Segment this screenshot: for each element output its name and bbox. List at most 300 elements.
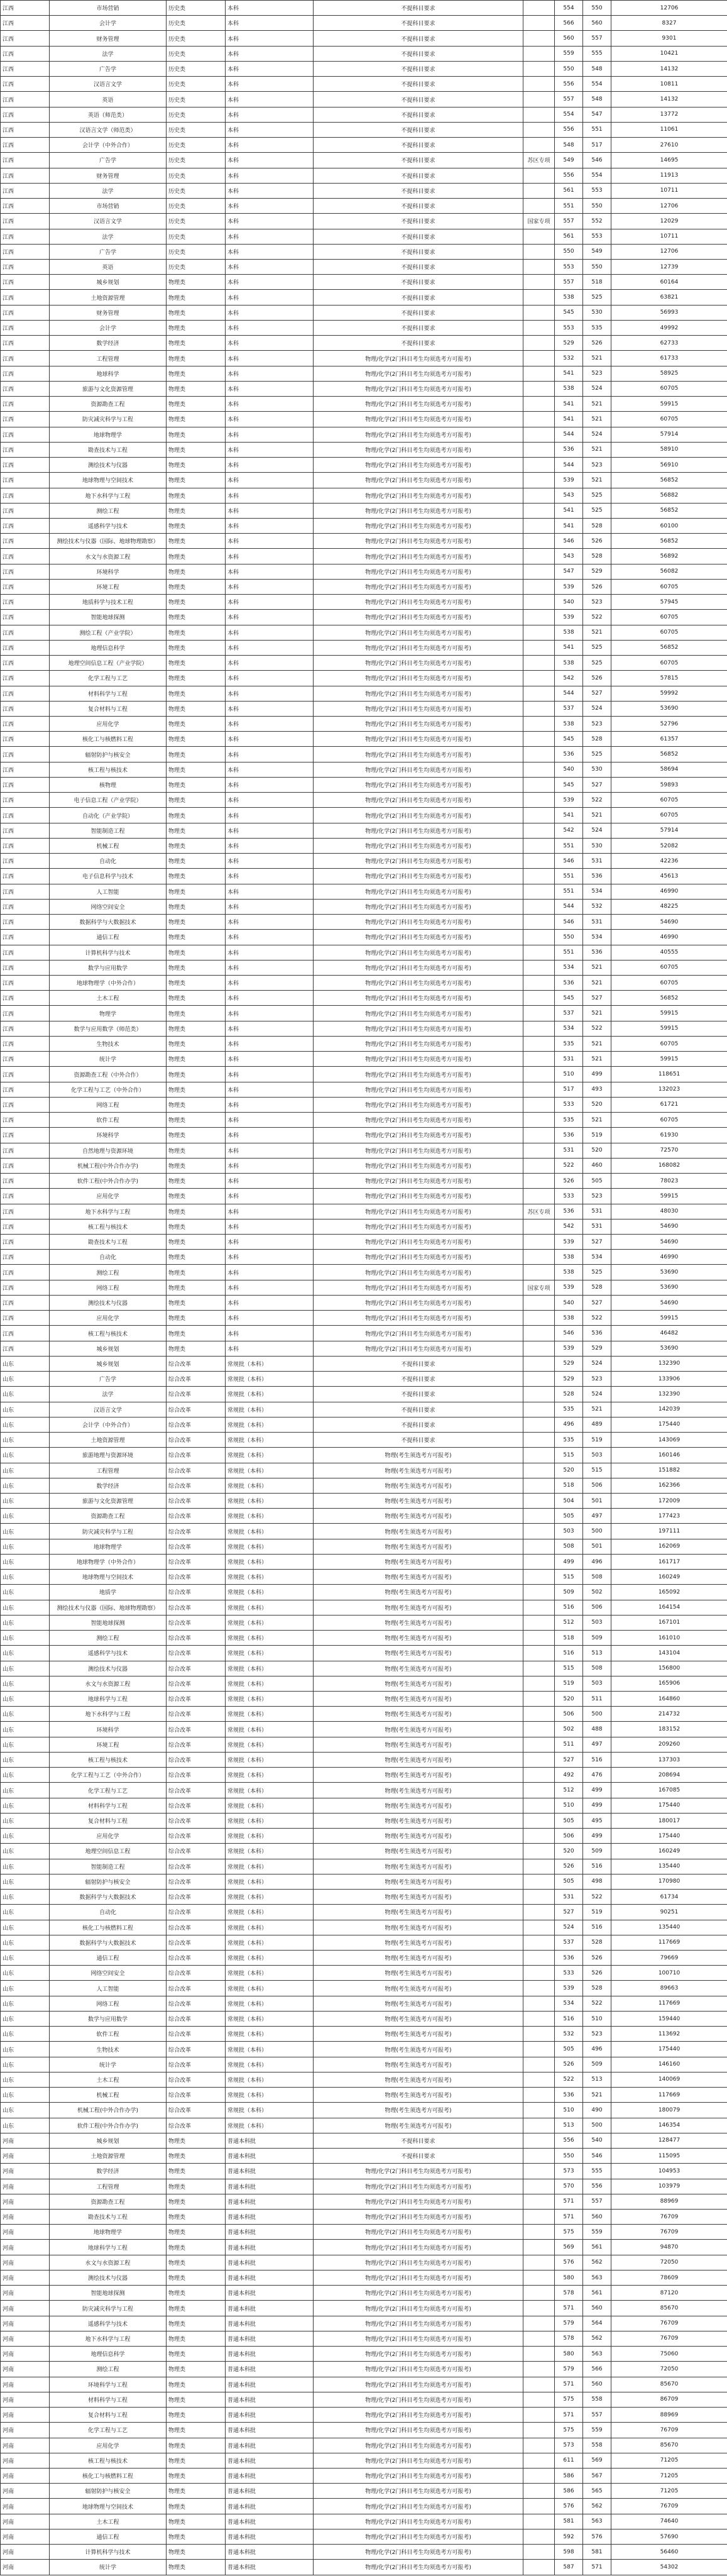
- table-row: [1, 534, 727, 549]
- province-cell: 江西: [1, 1219, 50, 1234]
- major-cell: 网络工程: [50, 1996, 167, 2011]
- subject-type-cell: 物理类: [167, 1052, 226, 1067]
- table-row: [1, 1402, 727, 1417]
- max-score-cell: 543: [555, 488, 583, 503]
- table-row: [1, 991, 727, 1006]
- subject-type-cell: 物理类: [167, 549, 226, 564]
- table-row: [1, 2072, 727, 2087]
- province-cell: 河南: [1, 2560, 50, 2575]
- subject-type-cell: 综合改革: [167, 1737, 226, 1752]
- batch-cell: 本科: [226, 747, 314, 762]
- subject-requirement-cell: 物理/化学(2门科目考生均须选考方可报考): [314, 869, 523, 884]
- major-cell: 会计学（中外合作）: [50, 138, 167, 153]
- special-plan-cell: [523, 199, 555, 214]
- min-score-cell: 548: [583, 92, 611, 107]
- max-score-cell: 545: [555, 991, 583, 1006]
- min-rank-cell: 62733: [611, 336, 727, 351]
- subject-type-cell: 物理类: [167, 1128, 226, 1143]
- min-score-cell: 525: [583, 656, 611, 671]
- subject-type-cell: 物理类: [167, 1250, 226, 1265]
- subject-requirement-cell: 物理/化学(2门科目考生均须选考方可报考): [314, 564, 523, 579]
- special-plan-cell: [523, 2103, 555, 2118]
- province-cell: 江西: [1, 473, 50, 488]
- max-score-cell: 515: [555, 1448, 583, 1463]
- province-cell: 江西: [1, 610, 50, 625]
- subject-requirement-cell: 物理/化学(2门科目考生均须选考方可报考): [314, 442, 523, 457]
- subject-type-cell: 物理类: [167, 2209, 226, 2224]
- major-cell: 防灾减灾科学与工程: [50, 412, 167, 427]
- table-row: [1, 1234, 727, 1249]
- max-score-cell: 571: [555, 2377, 583, 2392]
- province-cell: 河南: [1, 2484, 50, 2499]
- max-score-cell: 557: [555, 214, 583, 229]
- subject-type-cell: 综合改革: [167, 1996, 226, 2011]
- max-score-cell: 561: [555, 229, 583, 244]
- subject-requirement-cell: 物理/化学(2门科目考生均须选考方可报考): [314, 838, 523, 853]
- province-cell: 河南: [1, 2270, 50, 2285]
- max-score-cell: 553: [555, 259, 583, 274]
- major-cell: 通信工程: [50, 930, 167, 945]
- province-cell: 山东: [1, 2103, 50, 2118]
- subject-type-cell: 物理类: [167, 595, 226, 610]
- major-cell: 地球科学与工程: [50, 1692, 167, 1707]
- subject-requirement-cell: 物理/化学(2门科目考生均须选考方可报考): [314, 1113, 523, 1128]
- special-plan-cell: [523, 1387, 555, 1402]
- max-score-cell: 551: [555, 945, 583, 960]
- max-score-cell: 536: [555, 1128, 583, 1143]
- special-plan-cell: [523, 1158, 555, 1173]
- subject-requirement-cell: 物理/化学(2门科目考生均须选考方可报考): [314, 686, 523, 701]
- batch-cell: 本科: [226, 1234, 314, 1249]
- special-plan-cell: [523, 732, 555, 747]
- min-rank-cell: 165906: [611, 1676, 727, 1691]
- subject-requirement-cell: 物理(考生须选考方可报考): [314, 1554, 523, 1569]
- special-plan-cell: [523, 1570, 555, 1585]
- special-plan-cell: [523, 899, 555, 914]
- subject-requirement-cell: 物理/化学(2门科目考生均须选考方可报考): [314, 2377, 523, 2392]
- special-plan-cell: [523, 2270, 555, 2285]
- batch-cell: 本科: [226, 1250, 314, 1265]
- max-score-cell: 517: [555, 1082, 583, 1097]
- batch-cell: 常规批（本科）: [226, 1874, 314, 1889]
- province-cell: 河南: [1, 2347, 50, 2362]
- special-plan-cell: [523, 2209, 555, 2224]
- province-cell: 山东: [1, 2042, 50, 2057]
- min-rank-cell: 8327: [611, 16, 727, 31]
- min-score-cell: 523: [583, 458, 611, 473]
- min-rank-cell: 214732: [611, 1707, 727, 1722]
- province-cell: 山东: [1, 1844, 50, 1859]
- min-rank-cell: 59915: [611, 1021, 727, 1036]
- special-plan-cell: [523, 122, 555, 137]
- min-rank-cell: 12706: [611, 1, 727, 16]
- max-score-cell: 524: [555, 1920, 583, 1935]
- special-plan-cell: [523, 1097, 555, 1112]
- province-cell: 山东: [1, 1996, 50, 2011]
- province-cell: 河南: [1, 2408, 50, 2423]
- major-cell: 英语（师范类）: [50, 107, 167, 122]
- min-score-cell: 521: [583, 808, 611, 823]
- table-row: [1, 2027, 727, 2042]
- subject-type-cell: 历史类: [167, 259, 226, 274]
- table-row: [1, 2545, 727, 2560]
- subject-requirement-cell: 物理/化学(2门科目考生均须选考方可报考): [314, 2270, 523, 2285]
- subject-requirement-cell: 物理/化学(2门科目考生均须选考方可报考): [314, 366, 523, 381]
- special-plan-cell: [523, 427, 555, 442]
- province-cell: 江西: [1, 808, 50, 823]
- subject-requirement-cell: 物理(考生须选考方可报考): [314, 1768, 523, 1783]
- subject-type-cell: 综合改革: [167, 1539, 226, 1554]
- special-plan-cell: [523, 1722, 555, 1737]
- batch-cell: 本科: [226, 717, 314, 732]
- subject-requirement-cell: 不提科目要求: [314, 2149, 523, 2164]
- batch-cell: 本科: [226, 275, 314, 290]
- province-cell: 江西: [1, 747, 50, 762]
- min-score-cell: 516: [583, 1859, 611, 1874]
- province-cell: 江西: [1, 290, 50, 305]
- min-score-cell: 530: [583, 838, 611, 853]
- table-row: [1, 1341, 727, 1356]
- min-score-cell: 529: [583, 1341, 611, 1356]
- special-plan-cell: [523, 503, 555, 518]
- min-rank-cell: 132390: [611, 1356, 727, 1371]
- major-cell: 地球物理与空间技术: [50, 2499, 167, 2514]
- major-cell: 电子信息工程（产业学院）: [50, 793, 167, 808]
- subject-type-cell: 物理类: [167, 2149, 226, 2164]
- subject-requirement-cell: 物理/化学(2门科目考生均须选考方可报考): [314, 534, 523, 549]
- subject-requirement-cell: 物理(考生须选考方可报考): [314, 1920, 523, 1935]
- min-score-cell: 562: [583, 2255, 611, 2270]
- special-plan-cell: [523, 1859, 555, 1874]
- province-cell: 山东: [1, 1722, 50, 1737]
- min-score-cell: 500: [583, 1707, 611, 1722]
- max-score-cell: 505: [555, 1509, 583, 1524]
- max-score-cell: 512: [555, 1783, 583, 1798]
- min-score-cell: 511: [583, 1692, 611, 1707]
- province-cell: 山东: [1, 1631, 50, 1646]
- subject-requirement-cell: 物理/化学(2门科目考生均须选考方可报考): [314, 701, 523, 716]
- max-score-cell: 533: [555, 1966, 583, 1981]
- max-score-cell: 538: [555, 1265, 583, 1280]
- special-plan-cell: [523, 488, 555, 503]
- min-score-cell: 566: [583, 2362, 611, 2377]
- max-score-cell: 598: [555, 2545, 583, 2560]
- batch-cell: 本科: [226, 854, 314, 869]
- major-cell: 化学工程与工艺（中外合作）: [50, 1082, 167, 1097]
- batch-cell: 本科: [226, 168, 314, 183]
- major-cell: 测绘技术与仪器（国际、地球物理勘察）: [50, 534, 167, 549]
- max-score-cell: 536: [555, 2088, 583, 2103]
- min-rank-cell: 132390: [611, 1387, 727, 1402]
- max-score-cell: 522: [555, 2072, 583, 2087]
- table-row: [1, 717, 727, 732]
- min-score-cell: 548: [583, 61, 611, 76]
- subject-requirement-cell: 物理/化学(2门科目考生均须选考方可报考): [314, 960, 523, 975]
- table-row: [1, 1, 727, 16]
- batch-cell: 常规批（本科）: [226, 2042, 314, 2057]
- batch-cell: 本科: [226, 656, 314, 671]
- subject-requirement-cell: 物理/化学(2门科目考生均须选考方可报考): [314, 503, 523, 518]
- special-plan-cell: [523, 2484, 555, 2499]
- province-cell: 江西: [1, 275, 50, 290]
- subject-type-cell: 综合改革: [167, 1874, 226, 1889]
- table-row: [1, 2560, 727, 2575]
- subject-type-cell: 综合改革: [167, 1493, 226, 1508]
- batch-cell: 常规批（本科）: [226, 1554, 314, 1569]
- max-score-cell: 531: [555, 1890, 583, 1905]
- min-score-cell: 521: [583, 1006, 611, 1021]
- special-plan-cell: [523, 1981, 555, 1996]
- major-cell: 机械工程: [50, 2088, 167, 2103]
- special-plan-cell: [523, 2027, 555, 2042]
- batch-cell: 常规批（本科）: [226, 1996, 314, 2011]
- province-cell: 山东: [1, 1905, 50, 1920]
- province-cell: 江西: [1, 1280, 50, 1295]
- min-rank-cell: 59915: [611, 1052, 727, 1067]
- table-row: [1, 1311, 727, 1326]
- subject-requirement-cell: 物理(考生须选考方可报考): [314, 1890, 523, 1905]
- special-plan-cell: [523, 686, 555, 701]
- major-cell: 地球物理与空间技术: [50, 1570, 167, 1585]
- table-row: [1, 945, 727, 960]
- table-row: [1, 1692, 727, 1707]
- table-row: [1, 1295, 727, 1310]
- province-cell: 河南: [1, 2377, 50, 2392]
- subject-requirement-cell: 物理/化学(2门科目考生均须选考方可报考): [314, 610, 523, 625]
- min-rank-cell: 54690: [611, 915, 727, 930]
- min-rank-cell: 78023: [611, 1174, 727, 1189]
- table-row: [1, 1829, 727, 1844]
- special-plan-cell: [523, 1234, 555, 1249]
- min-rank-cell: 11913: [611, 168, 727, 183]
- batch-cell: 本科: [226, 1052, 314, 1067]
- major-cell: 数据科学与大数据技术: [50, 915, 167, 930]
- major-cell: 法学: [50, 229, 167, 244]
- max-score-cell: 611: [555, 2453, 583, 2468]
- subject-requirement-cell: 物理(考生须选考方可报考): [314, 1707, 523, 1722]
- max-score-cell: 543: [555, 549, 583, 564]
- subject-type-cell: 物理类: [167, 290, 226, 305]
- table-body: [1, 1, 727, 2575]
- province-cell: 江西: [1, 625, 50, 640]
- batch-cell: 本科: [226, 1128, 314, 1143]
- special-plan-cell: [523, 1052, 555, 1067]
- max-score-cell: 513: [555, 2118, 583, 2133]
- max-score-cell: 554: [555, 107, 583, 122]
- batch-cell: 本科: [226, 1006, 314, 1021]
- special-plan-cell: [523, 1509, 555, 1524]
- min-score-cell: 557: [583, 2408, 611, 2423]
- min-rank-cell: 146354: [611, 2118, 727, 2133]
- min-score-cell: 557: [583, 31, 611, 46]
- batch-cell: 本科: [226, 732, 314, 747]
- max-score-cell: 559: [555, 46, 583, 61]
- batch-cell: 本科: [226, 1265, 314, 1280]
- min-rank-cell: 54302: [611, 2560, 727, 2575]
- subject-requirement-cell: 物理/化学(2门科目考生均须选考方可报考): [314, 1311, 523, 1326]
- min-rank-cell: 76709: [611, 2225, 727, 2240]
- min-score-cell: 521: [583, 397, 611, 412]
- special-plan-cell: [523, 854, 555, 869]
- subject-requirement-cell: 物理/化学(2门科目考生均须选考方可报考): [314, 899, 523, 914]
- subject-requirement-cell: 不提科目要求: [314, 61, 523, 76]
- table-row: [1, 732, 727, 747]
- min-rank-cell: 143069: [611, 1433, 727, 1448]
- table-row: [1, 153, 727, 168]
- subject-type-cell: 综合改革: [167, 1448, 226, 1463]
- table-row: [1, 2118, 727, 2133]
- subject-type-cell: 综合改革: [167, 1783, 226, 1798]
- batch-cell: 常规批（本科）: [226, 1859, 314, 1874]
- table-row: [1, 2194, 727, 2209]
- min-rank-cell: 10421: [611, 46, 727, 61]
- min-score-cell: 564: [583, 2316, 611, 2331]
- min-rank-cell: 85670: [611, 2301, 727, 2316]
- special-plan-cell: [523, 2560, 555, 2575]
- batch-cell: 本科: [226, 107, 314, 122]
- table-row: [1, 488, 727, 503]
- major-cell: 法学: [50, 183, 167, 198]
- batch-cell: 常规批（本科）: [226, 1387, 314, 1402]
- province-cell: 江西: [1, 762, 50, 777]
- subject-requirement-cell: 不提科目要求: [314, 1402, 523, 1417]
- subject-requirement-cell: 物理/化学(2门科目考生均须选考方可报考): [314, 2392, 523, 2407]
- table-row: [1, 1143, 727, 1158]
- subject-type-cell: 物理类: [167, 579, 226, 594]
- province-cell: 河南: [1, 2529, 50, 2544]
- table-row: [1, 2301, 727, 2316]
- province-cell: 山东: [1, 1981, 50, 1996]
- subject-type-cell: 物理类: [167, 1006, 226, 1021]
- subject-type-cell: 综合改革: [167, 1722, 226, 1737]
- min-score-cell: 498: [583, 1874, 611, 1889]
- major-cell: 资源勘查工程: [50, 1509, 167, 1524]
- subject-type-cell: 物理类: [167, 412, 226, 427]
- major-cell: 勘查技术与工程: [50, 1234, 167, 1249]
- min-score-cell: 523: [583, 1189, 611, 1204]
- major-cell: 智能制造工程: [50, 823, 167, 838]
- min-rank-cell: 57914: [611, 427, 727, 442]
- table-row: [1, 1463, 727, 1478]
- subject-type-cell: 综合改革: [167, 1554, 226, 1569]
- max-score-cell: 529: [555, 336, 583, 351]
- min-rank-cell: 71205: [611, 2468, 727, 2483]
- max-score-cell: 550: [555, 930, 583, 945]
- min-score-cell: 531: [583, 915, 611, 930]
- subject-requirement-cell: 物理/化学(2门科目考生均须选考方可报考): [314, 2438, 523, 2453]
- batch-cell: 普通本科批: [226, 2301, 314, 2316]
- min-score-cell: 528: [583, 549, 611, 564]
- min-rank-cell: 42236: [611, 854, 727, 869]
- table-row: [1, 2042, 727, 2057]
- max-score-cell: 556: [555, 122, 583, 137]
- table-row: [1, 1707, 727, 1722]
- table-row: [1, 564, 727, 579]
- province-cell: 山东: [1, 1615, 50, 1630]
- batch-cell: 本科: [226, 366, 314, 381]
- batch-cell: 本科: [226, 930, 314, 945]
- batch-cell: 普通本科批: [226, 2392, 314, 2407]
- batch-cell: 常规批（本科）: [226, 2027, 314, 2042]
- max-score-cell: 532: [555, 351, 583, 366]
- max-score-cell: 546: [555, 915, 583, 930]
- table-row: [1, 259, 727, 274]
- subject-requirement-cell: 物理/化学(2门科目考生均须选考方可报考): [314, 473, 523, 488]
- subject-type-cell: 综合改革: [167, 1524, 226, 1539]
- subject-requirement-cell: 不提科目要求: [314, 1, 523, 16]
- table-row: [1, 1920, 727, 1935]
- major-cell: 人工智能: [50, 1981, 167, 1996]
- subject-requirement-cell: 物理(考生须选考方可报考): [314, 1783, 523, 1798]
- subject-requirement-cell: 物理/化学(2门科目考生均须选考方可报考): [314, 1006, 523, 1021]
- min-score-cell: 521: [583, 960, 611, 975]
- province-cell: 河南: [1, 2499, 50, 2514]
- special-plan-cell: [523, 1493, 555, 1508]
- batch-cell: 常规批（本科）: [226, 1707, 314, 1722]
- major-cell: 软件工程(中外合作办学): [50, 1174, 167, 1189]
- batch-cell: 本科: [226, 1143, 314, 1158]
- table-row: [1, 1981, 727, 1996]
- subject-type-cell: 综合改革: [167, 1356, 226, 1371]
- subject-requirement-cell: 物理(考生须选考方可报考): [314, 1631, 523, 1646]
- special-plan-cell: [523, 1813, 555, 1828]
- province-cell: 江西: [1, 549, 50, 564]
- table-row: [1, 2011, 727, 2026]
- special-plan-cell: [523, 610, 555, 625]
- min-score-cell: 509: [583, 1844, 611, 1859]
- special-plan-cell: [523, 1539, 555, 1554]
- province-cell: 江西: [1, 153, 50, 168]
- min-score-cell: 536: [583, 945, 611, 960]
- batch-cell: 常规批（本科）: [226, 1417, 314, 1432]
- subject-type-cell: 物理类: [167, 2423, 226, 2438]
- batch-cell: 普通本科批: [226, 2362, 314, 2377]
- min-score-cell: 524: [583, 1387, 611, 1402]
- max-score-cell: 541: [555, 808, 583, 823]
- special-plan-cell: [523, 1295, 555, 1310]
- major-cell: 土木工程: [50, 2072, 167, 2087]
- min-score-cell: 527: [583, 1295, 611, 1310]
- max-score-cell: 527: [555, 1752, 583, 1767]
- min-rank-cell: 78609: [611, 2270, 727, 2285]
- province-cell: 江西: [1, 701, 50, 716]
- max-score-cell: 580: [555, 2270, 583, 2285]
- min-score-cell: 499: [583, 1829, 611, 1844]
- special-plan-cell: [523, 793, 555, 808]
- min-score-cell: 534: [583, 884, 611, 899]
- max-score-cell: 516: [555, 2011, 583, 2026]
- batch-cell: 常规批（本科）: [226, 1981, 314, 1996]
- major-cell: 自动化: [50, 1905, 167, 1920]
- min-rank-cell: 60705: [611, 793, 727, 808]
- max-score-cell: 569: [555, 2240, 583, 2255]
- subject-requirement-cell: 不提科目要求: [314, 275, 523, 290]
- special-plan-cell: [523, 1874, 555, 1889]
- min-rank-cell: 180079: [611, 2103, 727, 2118]
- subject-type-cell: 物理类: [167, 762, 226, 777]
- major-cell: 核化工与核燃料工程: [50, 1920, 167, 1935]
- province-cell: 江西: [1, 1341, 50, 1356]
- min-rank-cell: 167085: [611, 1783, 727, 1798]
- min-rank-cell: 46482: [611, 1326, 727, 1341]
- subject-requirement-cell: 物理/化学(2门科目考生均须选考方可报考): [314, 777, 523, 792]
- province-cell: 江西: [1, 244, 50, 259]
- special-plan-cell: [523, 2453, 555, 2468]
- max-score-cell: 526: [555, 1174, 583, 1189]
- batch-cell: 本科: [226, 16, 314, 31]
- table-row: [1, 1646, 727, 1661]
- province-cell: 河南: [1, 2133, 50, 2148]
